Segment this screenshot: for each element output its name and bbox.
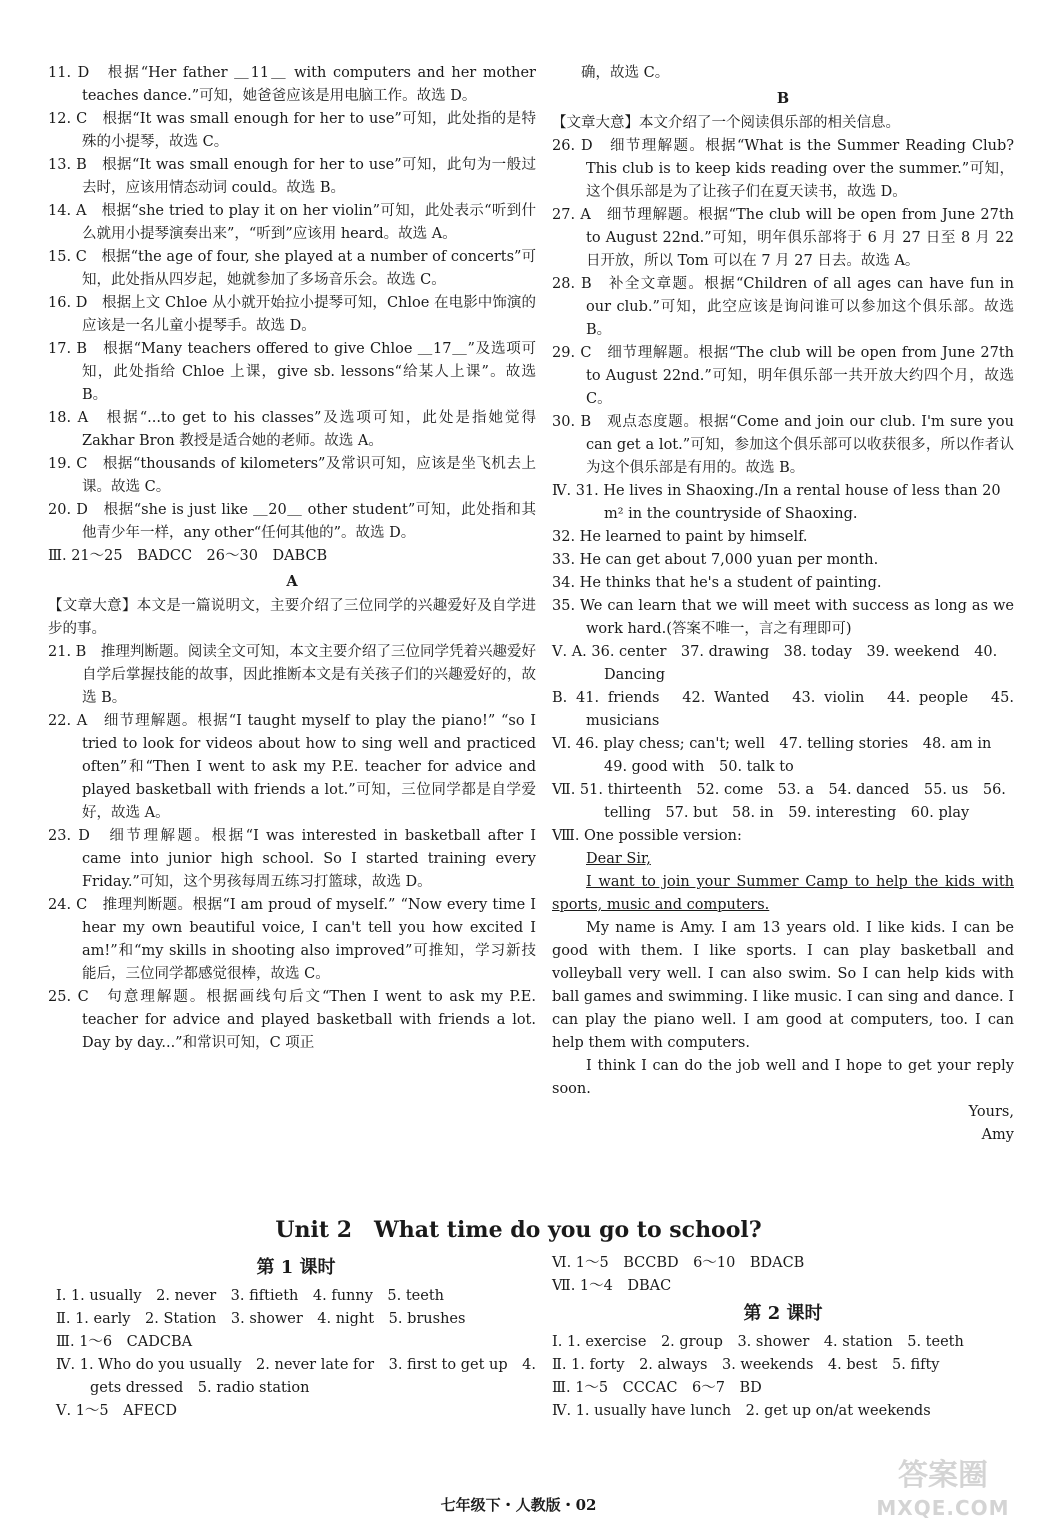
letter-signature: Amy [981,1127,1014,1143]
section-answer: Ⅶ. 51. thirteenth 52. come 53. a 54. danced 55. us 56. telling 57. but 58. in 59. interesting 60. play [552,782,1006,821]
section-line: Ⅲ. 21～25 BADCC 26～30 DABCB [48,548,328,564]
lesson1-answer-line: Ⅴ. 1～5 AFECD [56,1403,177,1419]
section-answer: Ⅴ. A. 36. center 37. drawing 38. today 39. weekend 40. Dancing [552,644,998,683]
unit-title: Unit 2 What time do you go to school? [275,1217,762,1243]
lesson1-answer-line: Ⅰ. 1. usually 2. never 3. fiftieth 4. funny 5. teeth [56,1288,444,1304]
answer-item: 34. He thinks that he's a student of painting. [552,575,882,591]
answer-item: 17. B 根据“Many teachers offered to give Chloe ＿17＿”及选项可知，此处指给 Chloe 上课，give sb. lessons“给某人上课”。故选 B。 [48,341,536,403]
answer-item: 30. B 观点态度题。根据“Come and join our club. I'm sure you can get a lot.”可知，参加这个俱乐部可以收获很多，所以作者认为这个俱乐部是有用的。故选 B。 [552,414,1014,476]
answer-item: 21. B 推理判断题。阅读全文可知，本文主要介绍了三位同学凭着兴趣爱好自学后掌握技能的故事，因此推断本文是有关孩子们的兴趣爱好的，故选 B。 [48,644,536,706]
answer-item: 35. We can learn that we will meet with success as long as we work hard.(答案不唯一，言之有理即可) [552,598,1014,637]
lesson1-title: 第 1 课时 [256,1257,336,1278]
lesson1-answer-line: Ⅵ. 1～5 BCCBD 6～10 BDACB [552,1255,805,1271]
answer-item: 16. D 根据上文 Chloe 从小就开始拉小提琴可知，Chloe 在电影中饰演的应该是一名儿童小提琴手。故选 D。 [48,295,536,334]
answer-item: 33. He can get about 7,000 yuan per month. [552,552,879,568]
answer-item: 26. D 细节理解题。根据“What is the Summer Reading Club? This club is to keep kids reading over the summer.”可知，这个俱乐部是为了让孩子们在夏天读书，故选 D。 [552,138,1014,200]
answer-item: 22. A 细节理解题。根据“I taught myself to play the piano!” “so I tried to look for videos about how to sing well and practiced often”和“Then I went to ask my P.E. teacher for advice and played basketball with friends a lot.”可知，三位同学都是自学爱好，故选 A。 [48,713,536,821]
letter-paragraph: I want to join your Summer Camp to help the kids with sports, music and computers. [552,874,1014,913]
right-column [552,62,1014,1147]
lesson1-answer-line: Ⅱ. 1. early 2. Station 3. shower 4. night 5. brushes [56,1311,466,1327]
answer-item: 25. C 句意理解题。根据画线句后文“Then I went to ask my P.E. teacher for advice and played basketball with friends a lot. Day by day...”和常识可知，C 项正 [48,989,536,1051]
left-column [48,62,536,1055]
lesson2-section [552,1252,1014,1423]
article-summary: 【文章大意】本文是一篇说明文，主要介绍了三位同学的兴趣爱好及自学进步的事。 [48,598,536,637]
answer-item: 19. C 根据“thousands of kilometers”及常识可知，应该是坐飞机去上课。故选 C。 [48,456,536,495]
lesson2-answer-line: Ⅳ. 1. usually have lunch 2. get up on/at weekends [552,1403,931,1419]
answer-item: 15. C 根据“the age of four, she played at a number of concerts”可知，此处指从四岁起，她就参加了多场音乐会。故选 C。 [48,249,536,288]
answer-item: 23. D 细节理解题。根据“I was interested in basketball after I came into junior high school. So I started training every Friday.”可知，这个男孩每周五练习打篮球，故选 D。 [48,828,536,890]
answer-item: 11. D 根据“Her father ＿11＿ with computers and her mother teaches dance.”可知，她爸爸应该是用电脑工作。故选 D。 [48,65,536,104]
article-summary: 【文章大意】本文介绍了一个阅读俱乐部的相关信息。 [552,115,900,131]
lesson1-answer-line: Ⅶ. 1～4 DBAC [552,1278,672,1294]
page-footer: 七年级下・人教版・02 [440,1496,597,1514]
answer-item: 12. C 根据“It was small enough for her to use”可知，此处指的是特殊的小提琴，故选 C。 [48,111,536,150]
lesson1-answer-line: Ⅲ. 1～6 CADCBA [56,1334,193,1350]
letter-paragraph: My name is Amy. I am 13 years old. I like kids. I can be good with them. I like sports. I can play basketball and volleyball very well. I can also swim. So I can help kids with ball games and swimming. I like music. I can sing and dance. I can play the piano well. I am good at computers, too. I can help them with computers. [552,920,1014,1051]
passage-heading: B [776,90,790,107]
answer-item: 28. B 补全文章题。根据“Children of all ages can have fun in our club.”可知，此空应该是询问谁可以参加这个俱乐部。故选 B。 [552,276,1014,338]
watermark-text: 答案圈 [898,1458,988,1493]
answer-item: 确，故选 C。 [552,65,670,81]
answer-item: 18. A 根据“...to get to his classes”及选项可知，此处是指她觉得 Zakhar Bron 教授是适合她的老师。故选 A。 [48,410,536,449]
lesson2-answer-line: Ⅱ. 1. forty 2. always 3. weekends 4. best 5. fifty [552,1357,940,1373]
section-line: Ⅷ. One possible version: [552,828,742,844]
letter-greeting: Dear Sir, [586,851,651,867]
lesson1-section [56,1252,536,1423]
section-answer: Ⅳ. 31. He lives in Shaoxing./In a rental house of less than 20 m² in the countryside of Shaoxing. [552,483,1001,522]
answer-item: 27. A 细节理解题。根据“The club will be open from June 27th to August 22nd.”可知，明年俱乐部将于 6 月 27 日至 8 月 22 日开放，所以 Tom 可以在 7 月 27 日去。故选 A。 [552,207,1014,269]
lesson1-answer-line: Ⅳ. 1. Who do you usually 2. never late for 3. first to get up 4. gets dressed 5. radio station [56,1357,536,1396]
answer-item: 13. B 根据“It was small enough for her to use”可知，此句为一般过去时，应该用情态动词 could。故选 B。 [48,157,536,196]
answer-item: 14. A 根据“she tried to play it on her violin”可知，此处表示“听到什么就用小提琴演奏出来”，“听到”应该用 heard。故选 A。 [48,203,536,242]
section-answer: Ⅵ. 46. play chess; can't; well 47. telling stories 48. am in 49. good with 50. talk to [552,736,1006,775]
watermark-url: MXQE.COM [876,1496,1010,1520]
answer-item: 24. C 推理判断题。根据“I am proud of myself.” “Now every time I hear my own beautiful voice, I can't tell you how excited I am!”和“my skills in shooting also improved”可推知，学习新技能后，三位同学都感觉很棒，故选 C。 [48,897,536,982]
lesson2-title: 第 2 课时 [743,1303,823,1324]
watermark-logo [863,1456,1023,1526]
lesson2-answer-line: Ⅲ. 1～5 CCCAC 6～7 BD [552,1380,762,1396]
lesson2-answer-line: Ⅰ. 1. exercise 2. group 3. shower 4. station 5. teeth [552,1334,964,1350]
answer-item: 29. C 细节理解题。根据“The club will be open from June 27th to August 22nd.”可知，明年俱乐部一共开放大约四个月，故选 C。 [552,345,1014,407]
passage-heading: A [286,573,298,590]
answer-item: B. 41. friends 42. Wanted 43. violin 44. people 45. musicians [552,690,1014,729]
letter-signature: Yours, [968,1104,1014,1120]
answer-item: 32. He learned to paint by himself. [552,529,808,545]
letter-paragraph: I think I can do the job well and I hope to get your reply soon. [552,1058,1014,1097]
answer-item: 20. D 根据“she is just like ＿20＿ other student”可知，此处指和其他青少年一样，any other“任何其他的”。故选 D。 [48,502,536,541]
